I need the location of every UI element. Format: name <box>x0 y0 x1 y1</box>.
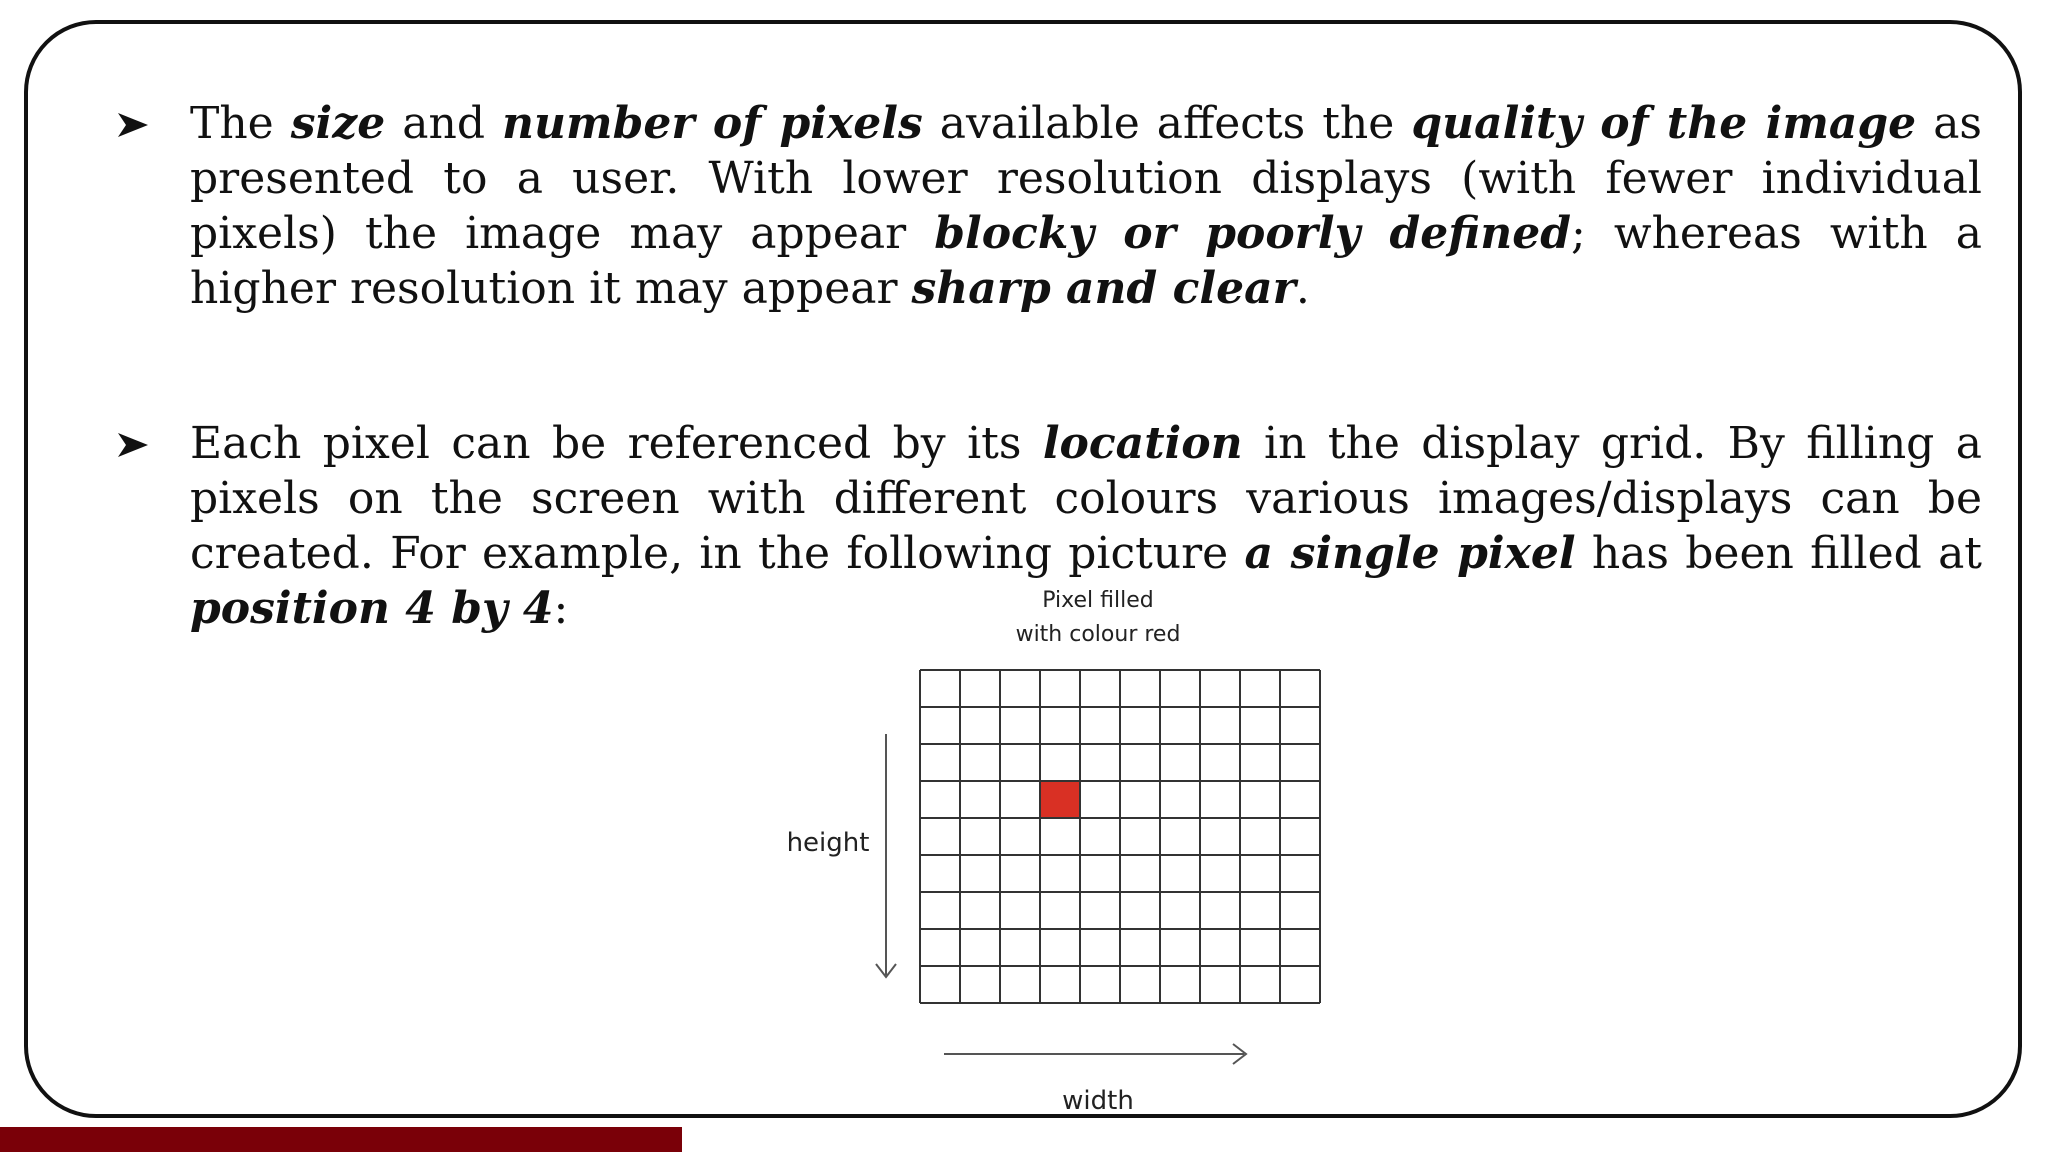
emphasis-text: location <box>1042 418 1243 469</box>
arrow-bullet-icon <box>116 432 150 458</box>
emphasis-text: blocky or poorly defined <box>934 208 1572 259</box>
emphasis-text: sharp and clear <box>911 263 1296 314</box>
text-run: Each pixel can be referenced by its <box>190 418 1043 469</box>
arrow-bullet-icon <box>116 112 150 138</box>
pixel-grid <box>768 584 1368 1124</box>
emphasis-text: a single pixel <box>1244 528 1576 579</box>
caption-line-1: Pixel filled <box>1042 588 1154 613</box>
pixel-grid-figure <box>768 584 1368 1124</box>
emphasis-text: number of pixels <box>502 98 923 149</box>
text-run: has been filled at <box>1575 528 1982 579</box>
slide-frame <box>24 20 2022 1118</box>
filled-pixel <box>1040 781 1080 818</box>
footer-bar <box>0 1127 682 1152</box>
bullet-text <box>190 96 1982 316</box>
text-run: and <box>385 98 503 149</box>
emphasis-text: size <box>290 98 386 149</box>
caption-line-2: with colour red <box>1015 622 1181 647</box>
emphasis-text: position 4 by 4 <box>190 583 554 634</box>
text-run: . <box>1295 263 1310 314</box>
text-run: in the display grid. By filling a pixels on the screen with different colours various images/displays can be created. For example, in the following picture <box>190 418 1982 579</box>
emphasis-text: quality of the image <box>1411 98 1917 149</box>
text-run: ; whereas with a higher resolution it may appear <box>190 208 1982 314</box>
text-run: as presented to a user. With lower resolution displays (with fewer individual pixels) the image may appear <box>190 98 1983 259</box>
text-run: : <box>553 583 569 634</box>
text-run: The <box>190 98 291 149</box>
width-label: width <box>1062 1086 1134 1116</box>
text-run: available affects the <box>922 98 1412 149</box>
bullet-item <box>116 96 1982 316</box>
height-label: height <box>786 828 870 858</box>
